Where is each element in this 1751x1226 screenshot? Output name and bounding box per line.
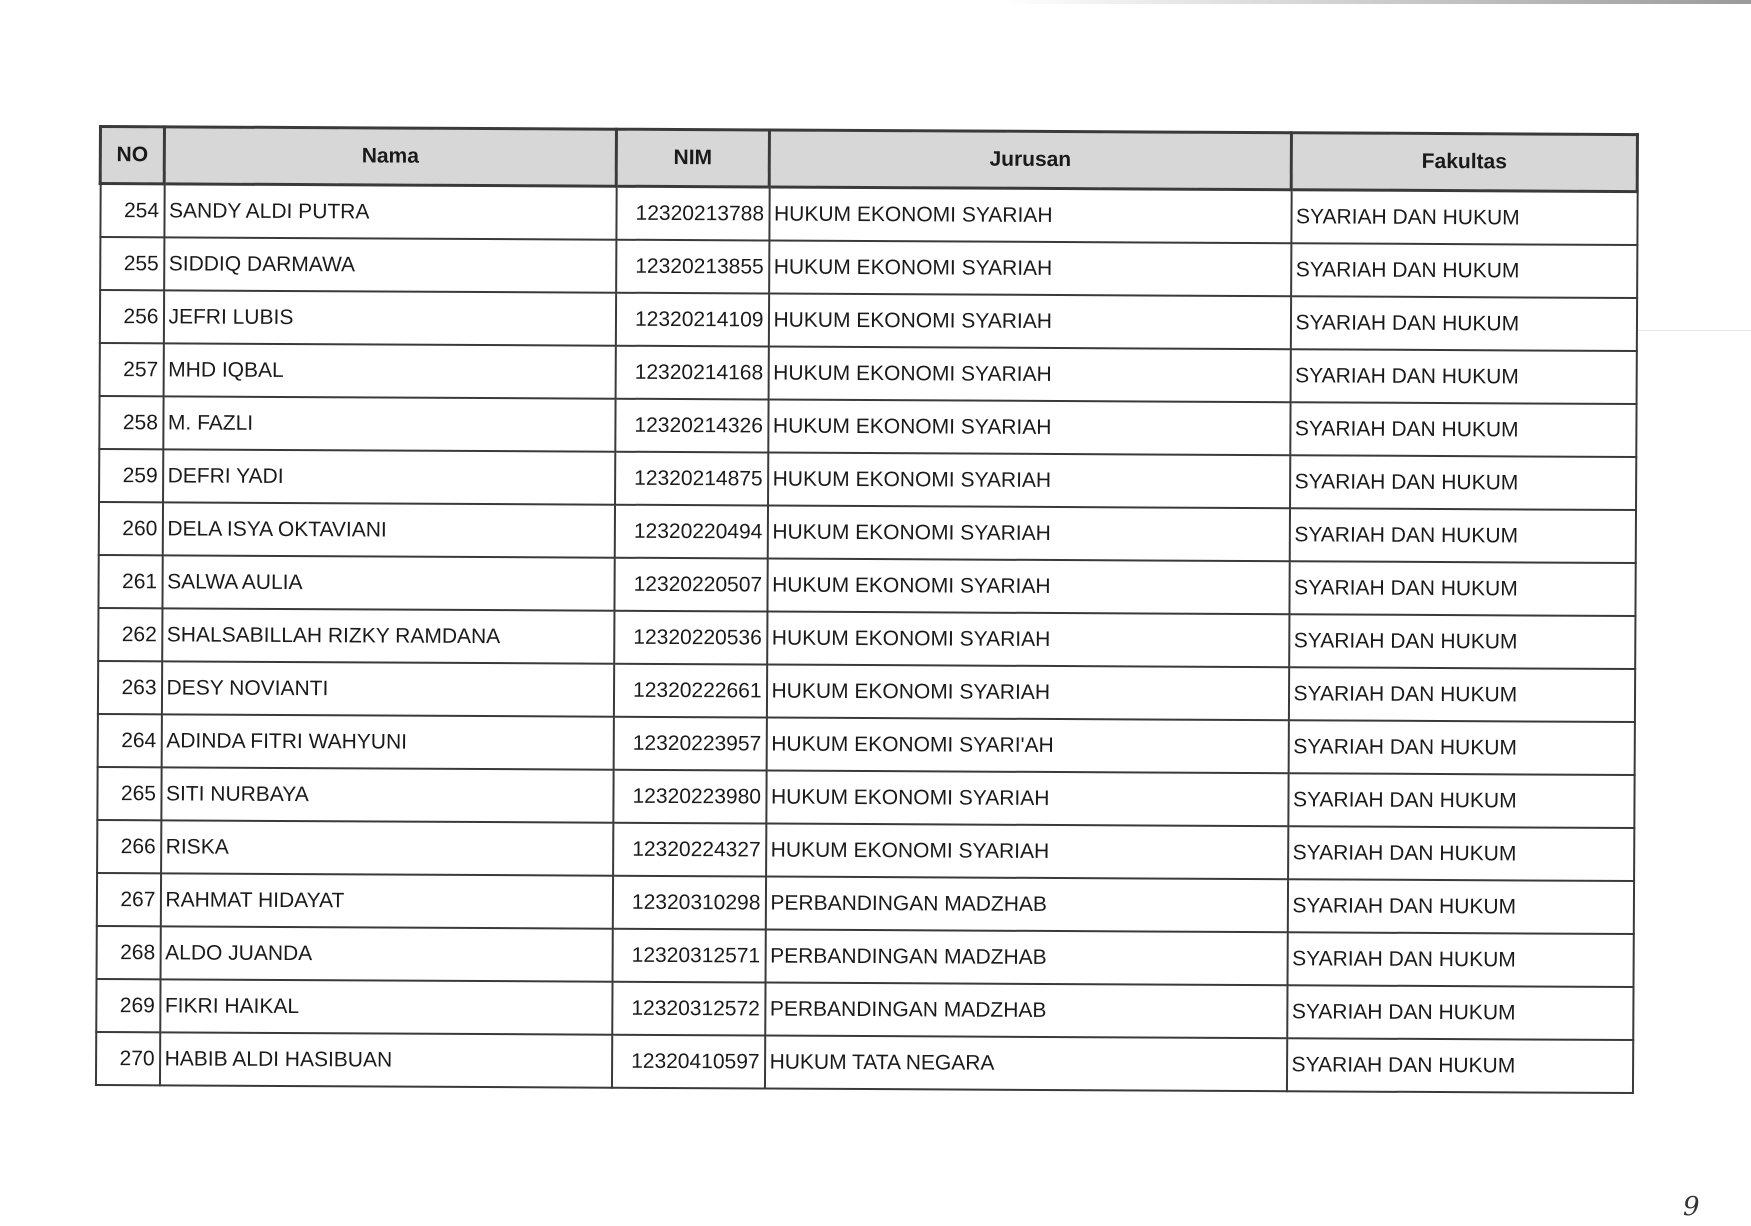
- cell-fakultas: SYARIAH DAN HUKUM: [1289, 561, 1635, 616]
- header-jurusan: Jurusan: [769, 130, 1291, 190]
- cell-jurusan: HUKUM EKONOMI SYARIAH: [766, 665, 1288, 721]
- cell-nama: JEFRI LUBIS: [163, 290, 615, 345]
- cell-jurusan: HUKUM EKONOMI SYARIAH: [769, 241, 1291, 297]
- cell-fakultas: SYARIAH DAN HUKUM: [1289, 614, 1635, 669]
- cell-jurusan: PERBANDINGAN MADZHAB: [765, 877, 1287, 933]
- cell-fakultas: SYARIAH DAN HUKUM: [1290, 402, 1636, 457]
- cell-nama: SITI NURBAYA: [161, 767, 613, 822]
- cell-fakultas: SYARIAH DAN HUKUM: [1288, 773, 1634, 828]
- cell-no: 256: [99, 290, 163, 343]
- cell-jurusan: PERBANDINGAN MADZHAB: [765, 929, 1287, 985]
- cell-jurusan: HUKUM EKONOMI SYARIAH: [769, 187, 1291, 243]
- header-no: NO: [100, 127, 164, 184]
- cell-jurusan: HUKUM EKONOMI SYARIAH: [766, 771, 1288, 827]
- cell-nim: 12320410597: [611, 1035, 764, 1089]
- cell-nama: RISKA: [161, 820, 613, 875]
- cell-fakultas: SYARIAH DAN HUKUM: [1287, 985, 1633, 1040]
- cell-jurusan: HUKUM TATA NEGARA: [764, 1035, 1286, 1091]
- cell-nim: 12320214109: [615, 293, 768, 347]
- cell-fakultas: SYARIAH DAN HUKUM: [1287, 932, 1633, 987]
- cell-no: 267: [96, 873, 160, 926]
- cell-no: 255: [100, 237, 164, 290]
- table-header-row: [100, 127, 1637, 192]
- cell-nim: 12320223957: [613, 717, 766, 771]
- header-nama: Nama: [164, 127, 616, 186]
- cell-nim: 12320214168: [615, 346, 768, 400]
- table-body: [95, 184, 1637, 1094]
- cell-no: 264: [97, 714, 161, 767]
- cell-fakultas: SYARIAH DAN HUKUM: [1288, 720, 1634, 775]
- cell-fakultas: SYARIAH DAN HUKUM: [1288, 667, 1634, 722]
- cell-nim: 12320213788: [616, 186, 769, 240]
- table-row: [96, 979, 1633, 1040]
- cell-nama: DELA ISYA OKTAVIANI: [162, 502, 614, 557]
- table-row: [98, 502, 1635, 563]
- student-table: [94, 125, 1639, 1094]
- cell-nama: ALDO JUANDA: [160, 926, 612, 981]
- cell-nim: 12320312572: [612, 982, 765, 1036]
- cell-fakultas: SYARIAH DAN HUKUM: [1286, 1038, 1632, 1093]
- table-row: [99, 343, 1636, 404]
- table-row: [100, 184, 1637, 246]
- cell-no: 259: [99, 449, 163, 502]
- scan-edge-shadow: [1000, 0, 1751, 4]
- cell-nim: 12320220494: [614, 505, 767, 559]
- header-fakultas: Fakultas: [1291, 133, 1637, 192]
- cell-nim: 12320214326: [615, 399, 768, 453]
- cell-no: 269: [96, 979, 160, 1032]
- table-row: [98, 555, 1635, 616]
- cell-jurusan: HUKUM EKONOMI SYARIAH: [768, 400, 1290, 456]
- table-row: [99, 449, 1636, 510]
- cell-nim: 12320213855: [616, 240, 769, 294]
- table-row: [96, 873, 1633, 934]
- cell-nim: 12320220507: [614, 558, 767, 612]
- cell-nim: 12320220536: [614, 611, 767, 665]
- table-row: [99, 290, 1636, 351]
- cell-jurusan: HUKUM EKONOMI SYARIAH: [766, 824, 1288, 880]
- cell-no: 261: [98, 555, 162, 608]
- table-row: [99, 396, 1636, 457]
- cell-nama: SHALSABILLAH RIZKY RAMDANA: [162, 608, 614, 663]
- cell-fakultas: SYARIAH DAN HUKUM: [1290, 455, 1636, 510]
- cell-nama: RAHMAT HIDAYAT: [160, 873, 612, 928]
- cell-nama: SIDDIQ DARMAWA: [164, 237, 616, 292]
- cell-no: 266: [97, 820, 161, 873]
- cell-nama: DEFRI YADI: [163, 449, 615, 504]
- cell-fakultas: SYARIAH DAN HUKUM: [1291, 190, 1637, 245]
- cell-nama: HABIB ALDI HASIBUAN: [159, 1032, 611, 1087]
- cell-no: 262: [98, 608, 162, 661]
- handwritten-page-mark: 9: [1683, 1192, 1700, 1222]
- cell-no: 265: [97, 767, 161, 820]
- cell-nama: M. FAZLI: [163, 396, 615, 451]
- cell-nama: MHD IQBAL: [163, 343, 615, 398]
- cell-jurusan: HUKUM EKONOMI SYARI'AH: [766, 718, 1288, 774]
- cell-nim: 12320222661: [613, 664, 766, 718]
- table-row: [97, 661, 1634, 722]
- cell-nim: 12320310298: [612, 876, 765, 930]
- cell-nim: 12320224327: [613, 823, 766, 877]
- table-row: [97, 767, 1634, 828]
- cell-nama: FIKRI HAIKAL: [160, 979, 612, 1034]
- cell-no: 268: [96, 926, 160, 979]
- cell-no: 260: [98, 502, 162, 555]
- cell-nim: 12320214875: [615, 452, 768, 506]
- table-row: [97, 820, 1634, 881]
- cell-jurusan: HUKUM EKONOMI SYARIAH: [767, 506, 1289, 562]
- cell-no: 263: [97, 661, 161, 714]
- cell-jurusan: HUKUM EKONOMI SYARIAH: [767, 612, 1289, 668]
- cell-nama: DESY NOVIANTI: [161, 661, 613, 716]
- cell-nim: 12320223980: [613, 770, 766, 824]
- cell-jurusan: HUKUM EKONOMI SYARIAH: [768, 347, 1290, 403]
- table-row: [95, 1032, 1632, 1093]
- cell-fakultas: SYARIAH DAN HUKUM: [1291, 243, 1637, 298]
- cell-jurusan: PERBANDINGAN MADZHAB: [765, 982, 1287, 1038]
- cell-nama: SANDY ALDI PUTRA: [164, 184, 616, 240]
- cell-no: 254: [100, 184, 164, 238]
- table-row: [96, 926, 1633, 987]
- table-row: [100, 237, 1637, 298]
- cell-no: 258: [99, 396, 163, 449]
- cell-jurusan: HUKUM EKONOMI SYARIAH: [768, 294, 1290, 350]
- cell-no: 257: [99, 343, 163, 396]
- cell-fakultas: SYARIAH DAN HUKUM: [1288, 826, 1634, 881]
- cell-jurusan: HUKUM EKONOMI SYARIAH: [768, 453, 1290, 509]
- cell-fakultas: SYARIAH DAN HUKUM: [1287, 879, 1633, 934]
- cell-jurusan: HUKUM EKONOMI SYARIAH: [767, 559, 1289, 615]
- scan-artifact-line: [1625, 330, 1751, 331]
- cell-nama: ADINDA FITRI WAHYUNI: [161, 714, 613, 769]
- cell-nim: 12320312571: [612, 929, 765, 983]
- cell-nama: SALWA AULIA: [162, 555, 614, 610]
- table-row: [97, 714, 1634, 775]
- cell-fakultas: SYARIAH DAN HUKUM: [1289, 508, 1635, 563]
- cell-fakultas: SYARIAH DAN HUKUM: [1290, 296, 1636, 351]
- cell-fakultas: SYARIAH DAN HUKUM: [1290, 349, 1636, 404]
- table-row: [98, 608, 1635, 669]
- header-nim: NIM: [616, 129, 769, 187]
- cell-no: 270: [95, 1032, 159, 1085]
